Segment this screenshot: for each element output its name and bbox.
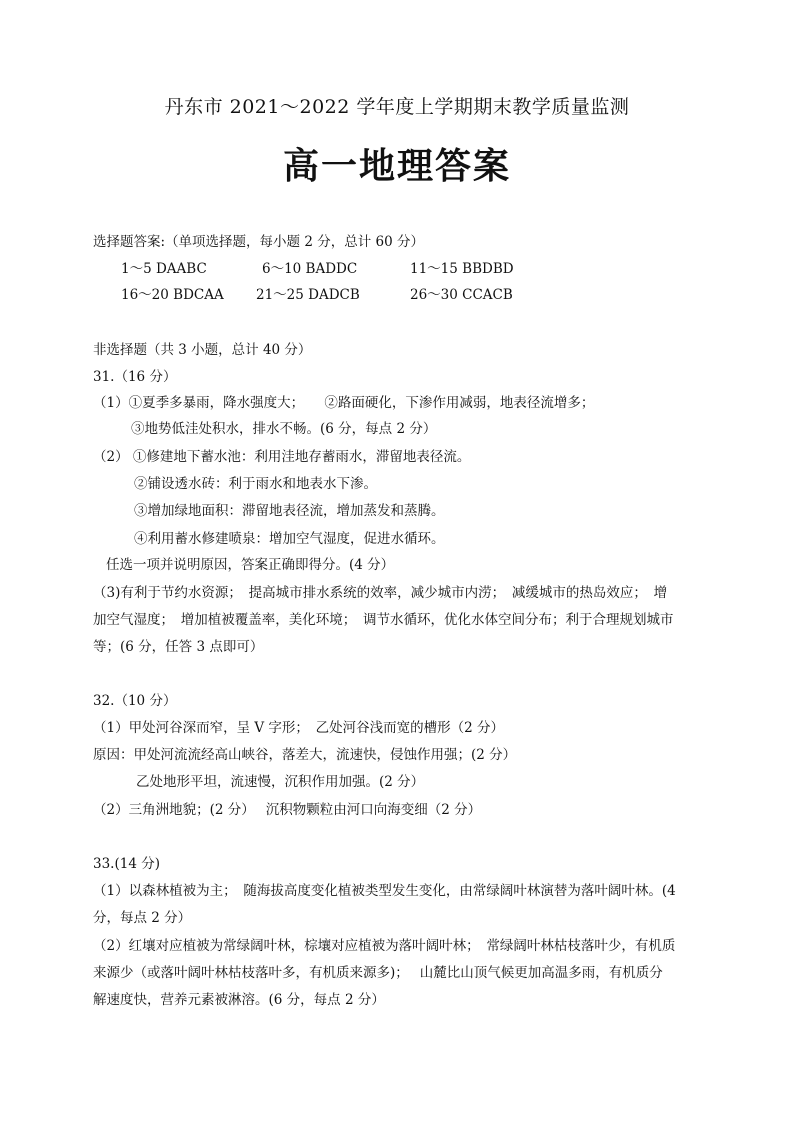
choice-answer-group: 11～15 BBDBD [410,261,514,277]
answer-line: （2） ①修建地下蓄水池：利用洼地存蓄雨水，滞留地表径流。 [93,449,471,465]
answer-line: 加空气湿度； 增加植被覆盖率，美化环境； 调节水循环，优化水体空间分布；利于合理规划城市 [93,612,674,628]
choice-answer-group: 26～30 CCACB [410,287,513,303]
choice-answer-group: 6～10 BADDC [262,261,358,277]
answer-line: （2）三角洲地貌；(2 分） 沉积物颗粒由河口向海变细（2 分） [93,802,482,818]
answer-line: ③增加绿地面积：滞留地表径流，增加蒸发和蒸腾。 [134,503,445,519]
choice-answer-group: 21～25 DADCB [256,287,360,303]
answer-line: ④利用蓄水修建喷泉：增加空气湿度，促进水循环。 [134,531,445,547]
choice-answer-group: 1～5 DAABC [121,261,207,277]
answer-line: （3)有利于节约水资源； 提高城市排水系统的效率，减少城市内涝； 减缓城市的热岛效应； 增 [93,585,668,601]
answer-line: 解速度快，营养元素被淋溶。(6 分，每点 2 分） [93,992,385,1008]
answer-line: 任选一项并说明原因，答案正确即得分。(4 分） [106,557,395,573]
choice-intro: 选择题答案:（单项选择题，每小题 2 分，总计 60 分） [93,234,424,250]
choice-answer-group: 16～20 BDCAA [121,287,224,303]
nonchoice-intro: 非选择题（共 3 小题，总计 40 分） [93,342,312,358]
answer-line: 等；(6 分，任答 3 点即可） [93,639,264,655]
answer-line: （1）甲处河谷深而窄，呈 V 字形； 乙处河谷浅而宽的槽形（2 分） [93,720,505,736]
q32-heading: 32.（10 分） [93,693,177,709]
answer-line: （1）①夏季多暴雨，降水强度大； ②路面硬化，下渗作用减弱，地表径流增多； [93,395,595,411]
answer-line: 乙处地形平坦，流速慢，沉积作用加强。(2 分） [136,774,425,790]
answer-line: 原因：甲处河流流经高山峡谷，落差大，流速快，侵蚀作用强；(2 分） [93,747,517,763]
answer-line: 来源少（或落叶阔叶林枯枝落叶多，有机质来源多)； 山麓比山顶气候更加高温多雨，有机质分 [93,965,663,981]
exam-title: 丹东市 2021～2022 学年度上学期期末教学质量监测 [164,96,630,118]
answer-line: （2）红壤对应植被为常绿阔叶林，棕壤对应植被为落叶阔叶林； 常绿阔叶林枯枝落叶少，有机质 [93,938,676,954]
page-title: 高一地理答案 [282,146,511,187]
q31-heading: 31.（16 分） [93,369,177,385]
answer-line: ③地势低洼处积水，排水不畅。(6 分，每点 2 分） [131,421,437,437]
q33-heading: 33.(14 分) [93,856,160,872]
answer-line: 分，每点 2 分） [93,910,192,926]
answer-line: （1）以森林植被为主； 随海拔高度变化植被类型发生变化，由常绿阔叶林演替为落叶阔叶林。(4 [93,883,676,899]
answer-line: ②铺设透水砖：利于雨水和地表水下渗。 [134,476,377,492]
